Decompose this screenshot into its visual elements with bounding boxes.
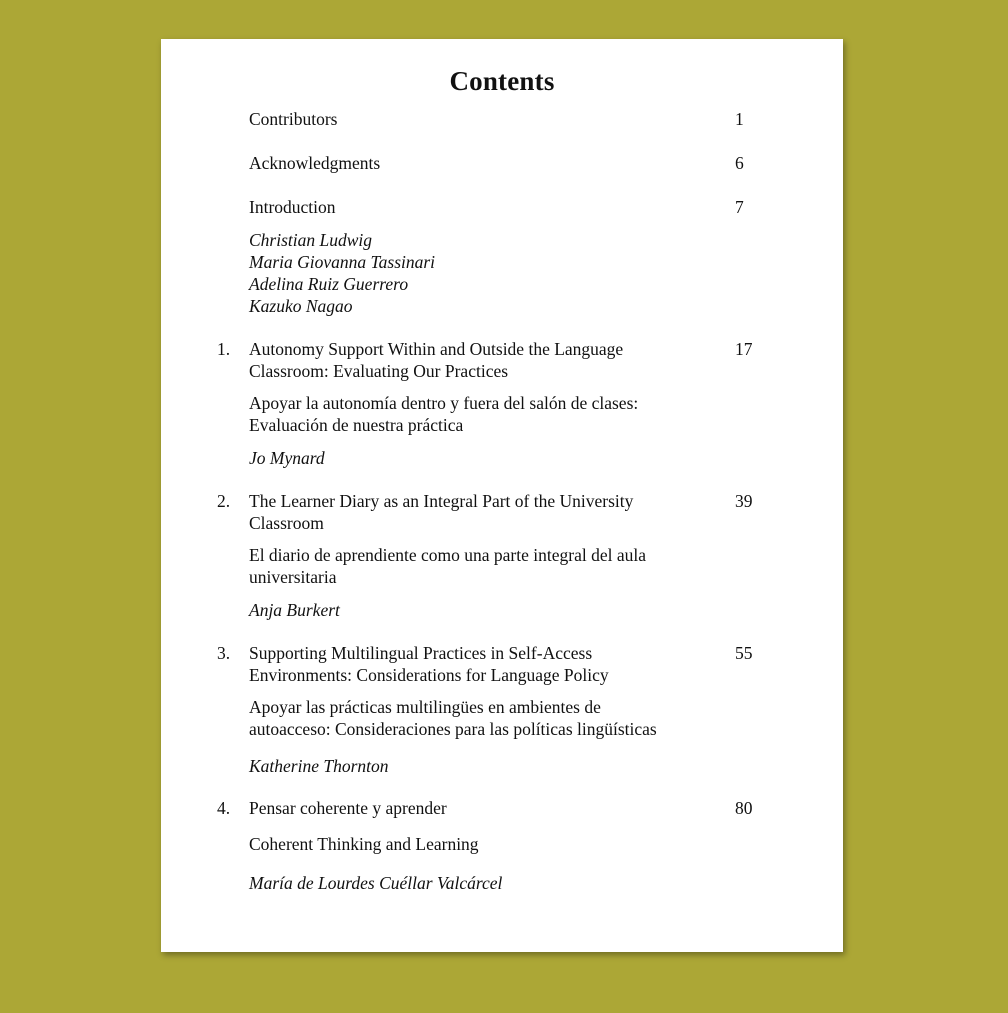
chapter-number: 3. <box>217 643 231 663</box>
chapter-number: 2. <box>217 491 231 511</box>
toc-author: Adelina Ruiz Guerrero <box>249 274 409 294</box>
toc-entry-page: 7 <box>735 197 744 217</box>
chapter-alt-title-line: Coherent Thinking and Learning <box>249 834 479 854</box>
chapter-alt-title-line: Apoyar las prácticas multilingües en ambientes de <box>249 697 601 717</box>
chapter-alt-title-line: El diario de aprendiente como una parte integral del aula <box>249 545 646 565</box>
chapter-title-line: Classroom: Evaluating Our Practices <box>249 361 509 381</box>
chapter-author: Katherine Thornton <box>249 756 389 776</box>
chapter-title-line: Classroom <box>249 513 324 533</box>
chapter-author: Anja Burkert <box>249 600 340 620</box>
toc-entry-title: Contributors <box>249 109 338 129</box>
chapter-page: 17 <box>735 339 753 359</box>
page-title: Contents <box>449 66 555 96</box>
toc-entry-page: 6 <box>735 153 744 173</box>
chapter-alt-title-line: Evaluación de nuestra práctica <box>249 415 464 435</box>
chapter-author: María de Lourdes Cuéllar Valcárcel <box>249 873 503 893</box>
toc-entry-page: 1 <box>735 109 744 129</box>
chapter-title-line: Supporting Multilingual Practices in Self-Access <box>249 643 593 663</box>
chapter-alt-title-line: universitaria <box>249 567 337 587</box>
chapter-title-line: Autonomy Support Within and Outside the Language <box>249 339 624 359</box>
chapter-page: 39 <box>735 491 753 511</box>
chapter-author: Jo Mynard <box>249 448 325 468</box>
chapter-page: 55 <box>735 643 753 663</box>
chapter-alt-title-line: autoacceso: Consideraciones para las políticas lingüísticas <box>249 719 657 739</box>
toc-author: Kazuko Nagao <box>249 296 353 316</box>
toc-author: Maria Giovanna Tassinari <box>249 252 436 272</box>
chapter-title-line: Pensar coherente y aprender <box>249 798 447 818</box>
chapter-page: 80 <box>735 798 753 818</box>
toc-author: Christian Ludwig <box>249 230 373 250</box>
toc-entry-title: Introduction <box>249 197 336 217</box>
document-page <box>161 39 843 952</box>
chapter-alt-title-line: Apoyar la autonomía dentro y fuera del salón de clases: <box>249 393 639 413</box>
toc-entry-title: Acknowledgments <box>249 153 381 173</box>
chapter-number: 4. <box>217 798 231 818</box>
chapter-number: 1. <box>217 339 231 359</box>
chapter-title-line: Environments: Considerations for Language Policy <box>249 665 609 685</box>
chapter-title-line: The Learner Diary as an Integral Part of the University <box>249 491 634 511</box>
